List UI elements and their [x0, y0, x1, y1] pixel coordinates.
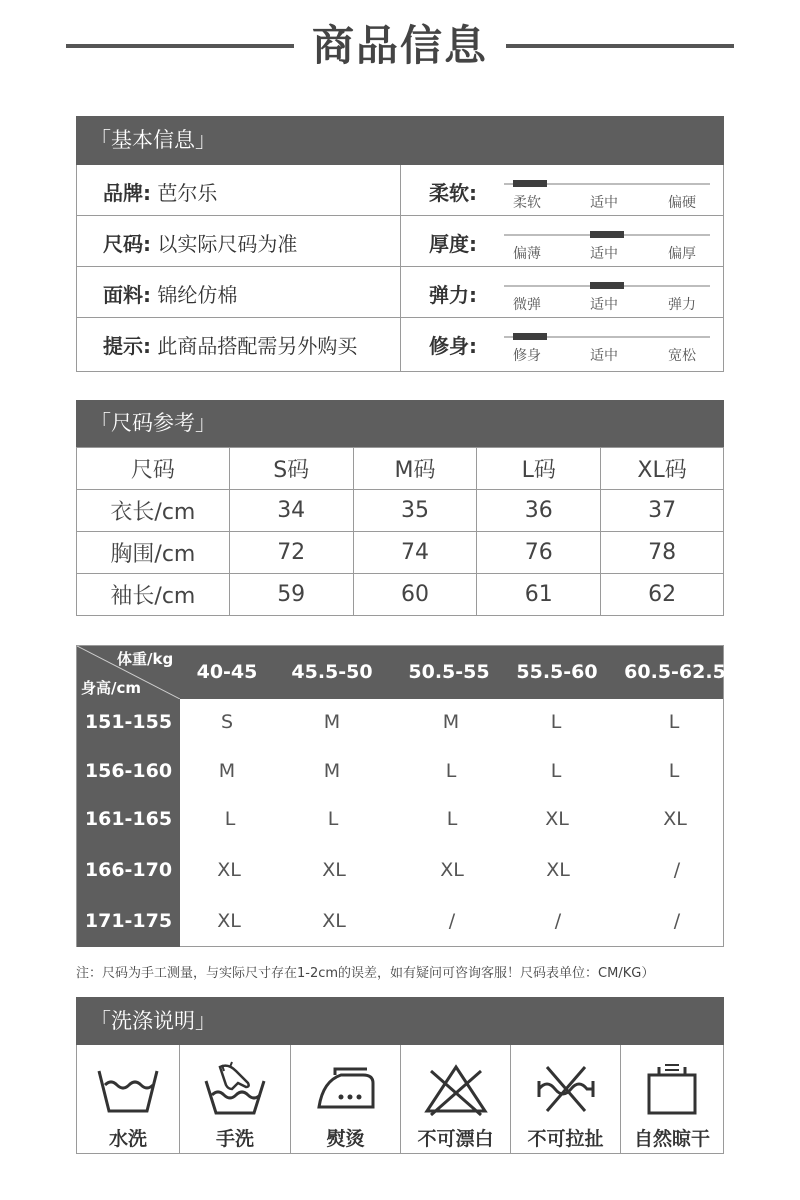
size-cell: XL — [322, 859, 346, 881]
scale-marker — [513, 333, 547, 340]
size-cell: / — [673, 910, 681, 932]
scale-option: 偏硬 — [668, 195, 696, 211]
weight-height-table — [76, 645, 724, 947]
thickness-scale — [504, 230, 710, 264]
size-cell: L — [668, 711, 680, 733]
size-cell: M — [218, 760, 236, 782]
softness-scale — [504, 179, 710, 213]
basic-info-row — [77, 216, 723, 267]
table-header-cell: L码 — [477, 448, 601, 490]
wash-tub-icon — [95, 1061, 161, 1117]
size-cell: L — [445, 760, 457, 782]
elasticity-label: 弹力: — [429, 283, 477, 307]
no-bleach-icon — [423, 1061, 489, 1117]
size-cell: L — [550, 711, 562, 733]
height-axis-label: 身高/cm — [81, 679, 142, 697]
size-cell: XL — [546, 859, 570, 881]
fit-scale — [504, 332, 710, 366]
table-cell: 72 — [229, 532, 353, 574]
softness-label: 柔软: — [429, 181, 477, 205]
size-cell: / — [448, 910, 456, 932]
weight-column-header: 45.5-50 — [291, 661, 373, 683]
brand-label: 品牌: — [103, 181, 151, 205]
table-cell: 37 — [601, 490, 724, 532]
scale-option: 弹力 — [668, 297, 696, 313]
weight-column-header: 55.5-60 — [516, 661, 598, 683]
hand-wash-icon — [202, 1061, 268, 1117]
table-cell: 36 — [477, 490, 601, 532]
elasticity-scale — [504, 281, 710, 315]
wash-item — [511, 1045, 621, 1153]
size-cell: XL — [545, 808, 569, 830]
wash-item — [401, 1045, 511, 1153]
wash-item — [291, 1045, 401, 1153]
size-cell: L — [327, 808, 339, 830]
table-header-cell: S码 — [229, 448, 353, 490]
scale-option: 柔软 — [513, 195, 541, 211]
wash-item-label: 自然晾干 — [633, 1128, 710, 1150]
table-header-row — [77, 448, 724, 490]
table-cell: 袖长/cm — [77, 574, 230, 616]
basic-info-header: 「基本信息」 — [76, 116, 724, 165]
size-ref-table — [76, 447, 724, 616]
size-cell: M — [442, 711, 460, 733]
scale-marker — [590, 231, 624, 238]
no-wring-icon — [533, 1061, 599, 1117]
size-cell: / — [673, 859, 681, 881]
basic-info-row — [77, 318, 723, 369]
size-cell: XL — [217, 910, 241, 932]
height-row-header: 151-155 — [84, 711, 173, 733]
basic-info-table — [76, 165, 724, 372]
table-cell: 76 — [477, 532, 601, 574]
size-cell: M — [323, 760, 341, 782]
table-cell: 34 — [229, 490, 353, 532]
scale-option: 微弹 — [513, 297, 541, 313]
thickness-label: 厚度: — [429, 232, 477, 256]
size-cell: XL — [322, 910, 346, 932]
scale-marker — [513, 180, 547, 187]
size-ref-header: 「尺码参考」 — [76, 400, 724, 447]
table-cell: 62 — [601, 574, 724, 616]
scale-option: 宽松 — [668, 348, 696, 364]
scale-marker — [590, 282, 624, 289]
weight-column-header: 50.5-55 — [408, 661, 490, 683]
line-dry-icon — [639, 1061, 705, 1117]
height-row-header: 156-160 — [84, 760, 173, 782]
table-cell: 60 — [353, 574, 477, 616]
size-cell: XL — [217, 859, 241, 881]
wash-item — [77, 1045, 180, 1153]
size-cell: XL — [440, 859, 464, 881]
fabric-label: 面料: — [103, 283, 151, 307]
basic-info-row — [77, 267, 723, 318]
table-row — [77, 574, 724, 616]
table-header-cell: 尺码 — [77, 448, 230, 490]
size-cell: L — [224, 808, 236, 830]
weight-column-header: 40-45 — [196, 661, 258, 683]
measurement-note: 注：尺码为手工测量，与实际尺寸存在1-2cm的误差，如有疑问可咨询客服！尺码表单位：CM/KG） — [76, 966, 655, 981]
size-cell: XL — [663, 808, 687, 830]
table-cell: 35 — [353, 490, 477, 532]
page-title: 商品信息 — [311, 21, 488, 70]
scale-option: 适中 — [590, 348, 618, 364]
size-cell: M — [323, 711, 341, 733]
iron-icon — [313, 1061, 379, 1117]
table-cell: 74 — [353, 532, 477, 574]
wash-header: 「洗涤说明」 — [76, 997, 724, 1045]
wash-item-label: 不可漂白 — [417, 1128, 494, 1150]
wash-item-label: 熨烫 — [326, 1128, 365, 1150]
scale-option: 偏薄 — [513, 246, 541, 262]
scale-option: 修身 — [513, 348, 541, 364]
fabric-value: 锦纶仿棉 — [157, 283, 238, 307]
table-cell: 61 — [477, 574, 601, 616]
fit-label: 修身: — [429, 334, 477, 358]
height-row-header: 166-170 — [84, 859, 173, 881]
scale-option: 适中 — [590, 297, 618, 313]
tip-label: 提示: — [103, 334, 151, 358]
scale-option: 偏厚 — [668, 246, 696, 262]
table-cell: 衣长/cm — [77, 490, 230, 532]
wash-item-label: 水洗 — [108, 1128, 147, 1150]
size-label: 尺码: — [103, 232, 151, 256]
table-cell: 59 — [229, 574, 353, 616]
table-cell: 胸围/cm — [77, 532, 230, 574]
brand-value: 芭尔乐 — [157, 181, 218, 205]
table-row — [77, 490, 724, 532]
size-cell: S — [220, 711, 234, 733]
size-cell: L — [446, 808, 458, 830]
wash-item-label: 手洗 — [215, 1128, 254, 1150]
title-divider-right — [506, 44, 734, 48]
wash-instructions — [76, 1045, 724, 1154]
height-row-header: 171-175 — [84, 910, 173, 932]
weight-axis-label: 体重/kg — [117, 650, 174, 668]
size-cell: L — [668, 760, 680, 782]
wash-item-label: 不可拉扯 — [527, 1128, 604, 1150]
page-title-bar — [66, 18, 734, 74]
table-row — [77, 532, 724, 574]
basic-info-row — [77, 165, 723, 216]
weight-column-header: 60.5-62.5 — [624, 661, 726, 683]
scale-option: 适中 — [590, 246, 618, 262]
wash-item — [180, 1045, 291, 1153]
table-header-cell: XL码 — [601, 448, 724, 490]
table-cell: 78 — [601, 532, 724, 574]
table-header-cell: M码 — [353, 448, 477, 490]
wash-item — [621, 1045, 723, 1153]
height-row-header: 161-165 — [84, 808, 173, 830]
scale-option: 适中 — [590, 195, 618, 211]
tip-value: 此商品搭配需另外购买 — [157, 334, 358, 358]
size-cell: L — [550, 760, 562, 782]
size-cell: / — [554, 910, 562, 932]
size-value: 以实际尺码为准 — [157, 232, 298, 256]
